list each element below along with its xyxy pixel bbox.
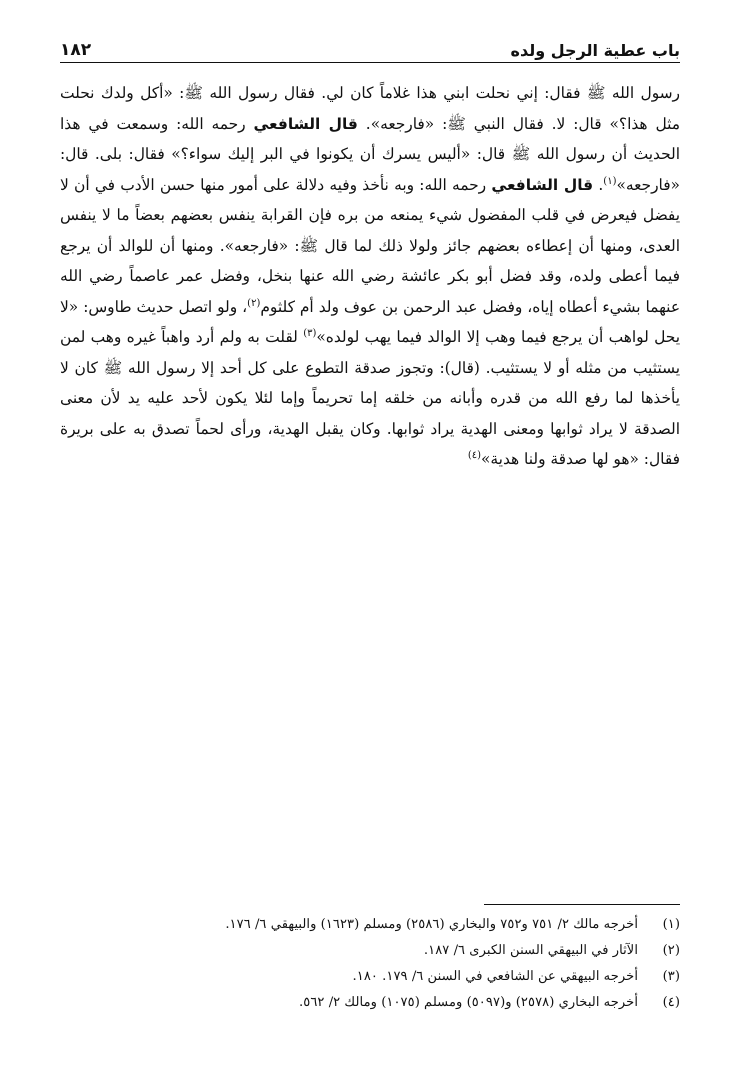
text-segment: لقلت به ولم أرد واهباً غيره وهب لمن يستثيب من مثله أو لا يستثيب. (قال): وتجوز صدقة التطوع على كل أحد إلا رسول الله ﷺ كان لا يأخذها لما رفع الله من قدره وأبانه من خلقه إما تحريماً وإما لئلا يكون لأحد عليه يد لأن معنى الصدقة لا يراد ثوابها ومعنى الهدية يراد ثوابها. وكان يقبل الهدية، ورأى لحماً تصدق به على بريرة فقال: «هو لها صدقة ولنا هدية» xyxy=(60,328,680,468)
text-segment: رحمه الله: وسمعت في هذا الحديث أن رسول الله ﷺ قال: «أليس يسرك أن يكونوا في البر إليك سواء؟» فقال: بلى. قال: «فارجعه» xyxy=(60,114,680,194)
footnote-item xyxy=(60,938,680,964)
footnote-divider xyxy=(484,904,680,905)
footnote-ref-2[interactable]: (٢) xyxy=(247,297,261,309)
footnote-item xyxy=(60,912,680,938)
footnote-ref-4[interactable]: (٤) xyxy=(467,449,482,461)
page-header xyxy=(60,30,680,60)
footnote-ref-3[interactable]: (٣) xyxy=(303,327,317,339)
speaker-label: قال الشافعي xyxy=(491,175,594,194)
speaker-label: قال الشافعي xyxy=(253,114,358,133)
header-divider xyxy=(60,62,680,63)
footnote-text: الآثار في البيهقي السنن الكبرى ٦/ ١٨٧. xyxy=(423,943,638,958)
footnote-text: أخرجه البخاري (٢٥٧٨) و(٥٠٩٧) ومسلم (١٠٧٥) ومالك ٢/ ٥٦٢. xyxy=(299,995,638,1010)
text-segment: . xyxy=(598,175,604,194)
footnote-item xyxy=(60,990,680,1016)
footnote-number: (٤) xyxy=(662,995,680,1010)
footnotes xyxy=(60,912,680,1016)
main-paragraph xyxy=(60,78,680,475)
text-segment: رحمه الله: وبه نأخذ وفيه دلالة على أمور منها حسن الأدب في أن لا يفضل فيعرض في قلب المفضول شيء يمنعه من بره فإن القرابة ينفس بعضهم بعضاً ما لا ينفس العدى، ومنها أن إعطاءه بعضهم جائز ولولا ذلك لما قال ﷺ: «فارجعه». ومنها أن للوالد أن يرجع فيما أعطى ولده، وقد فضل أبو بكر عائشة رضي الله عنها بنخل، وفضل عمر عاصماً رضي الله عنهما بشيء أعطاه إياه، وفضل عبد الرحمن بن عوف ولد أم كلثوم xyxy=(60,175,680,316)
text-segment: رسول الله ﷺ فقال: إني نحلت ابني هذا غلاماً كان لي. فقال رسول الله ﷺ: «أكل ولدك نحلت مثل هذا؟» قال: لا. فقال النبي ﷺ: «فارجعه». xyxy=(60,84,680,133)
footnote-text: أخرجه البيهقي عن الشافعي في السنن ٦/ ١٧٩. ١٨٠. xyxy=(352,969,638,984)
chapter-title: باب عطية الرجل ولده xyxy=(510,41,680,60)
page-number: ١٨٢ xyxy=(60,40,92,60)
footnote-number: (٣) xyxy=(662,969,680,984)
main-text xyxy=(60,78,680,475)
text-segment: ، ولو اتصل حديث طاوس: «لا يحل لواهب أن يرجع فيما وهب إلا الوالد فيما يهب لولده» xyxy=(60,297,681,346)
footnote-text: أخرجه مالك ٢/ ٧٥١ و٧٥٢ والبخاري (٢٥٨٦) ومسلم (١٦٢٣) والبيهقي ٦/ ١٧٦. xyxy=(225,917,638,932)
footnote-ref-1[interactable]: (١) xyxy=(603,175,617,187)
footnote-number: (٢) xyxy=(662,943,680,958)
footnote-number: (١) xyxy=(662,917,680,932)
footnote-item xyxy=(60,964,680,990)
